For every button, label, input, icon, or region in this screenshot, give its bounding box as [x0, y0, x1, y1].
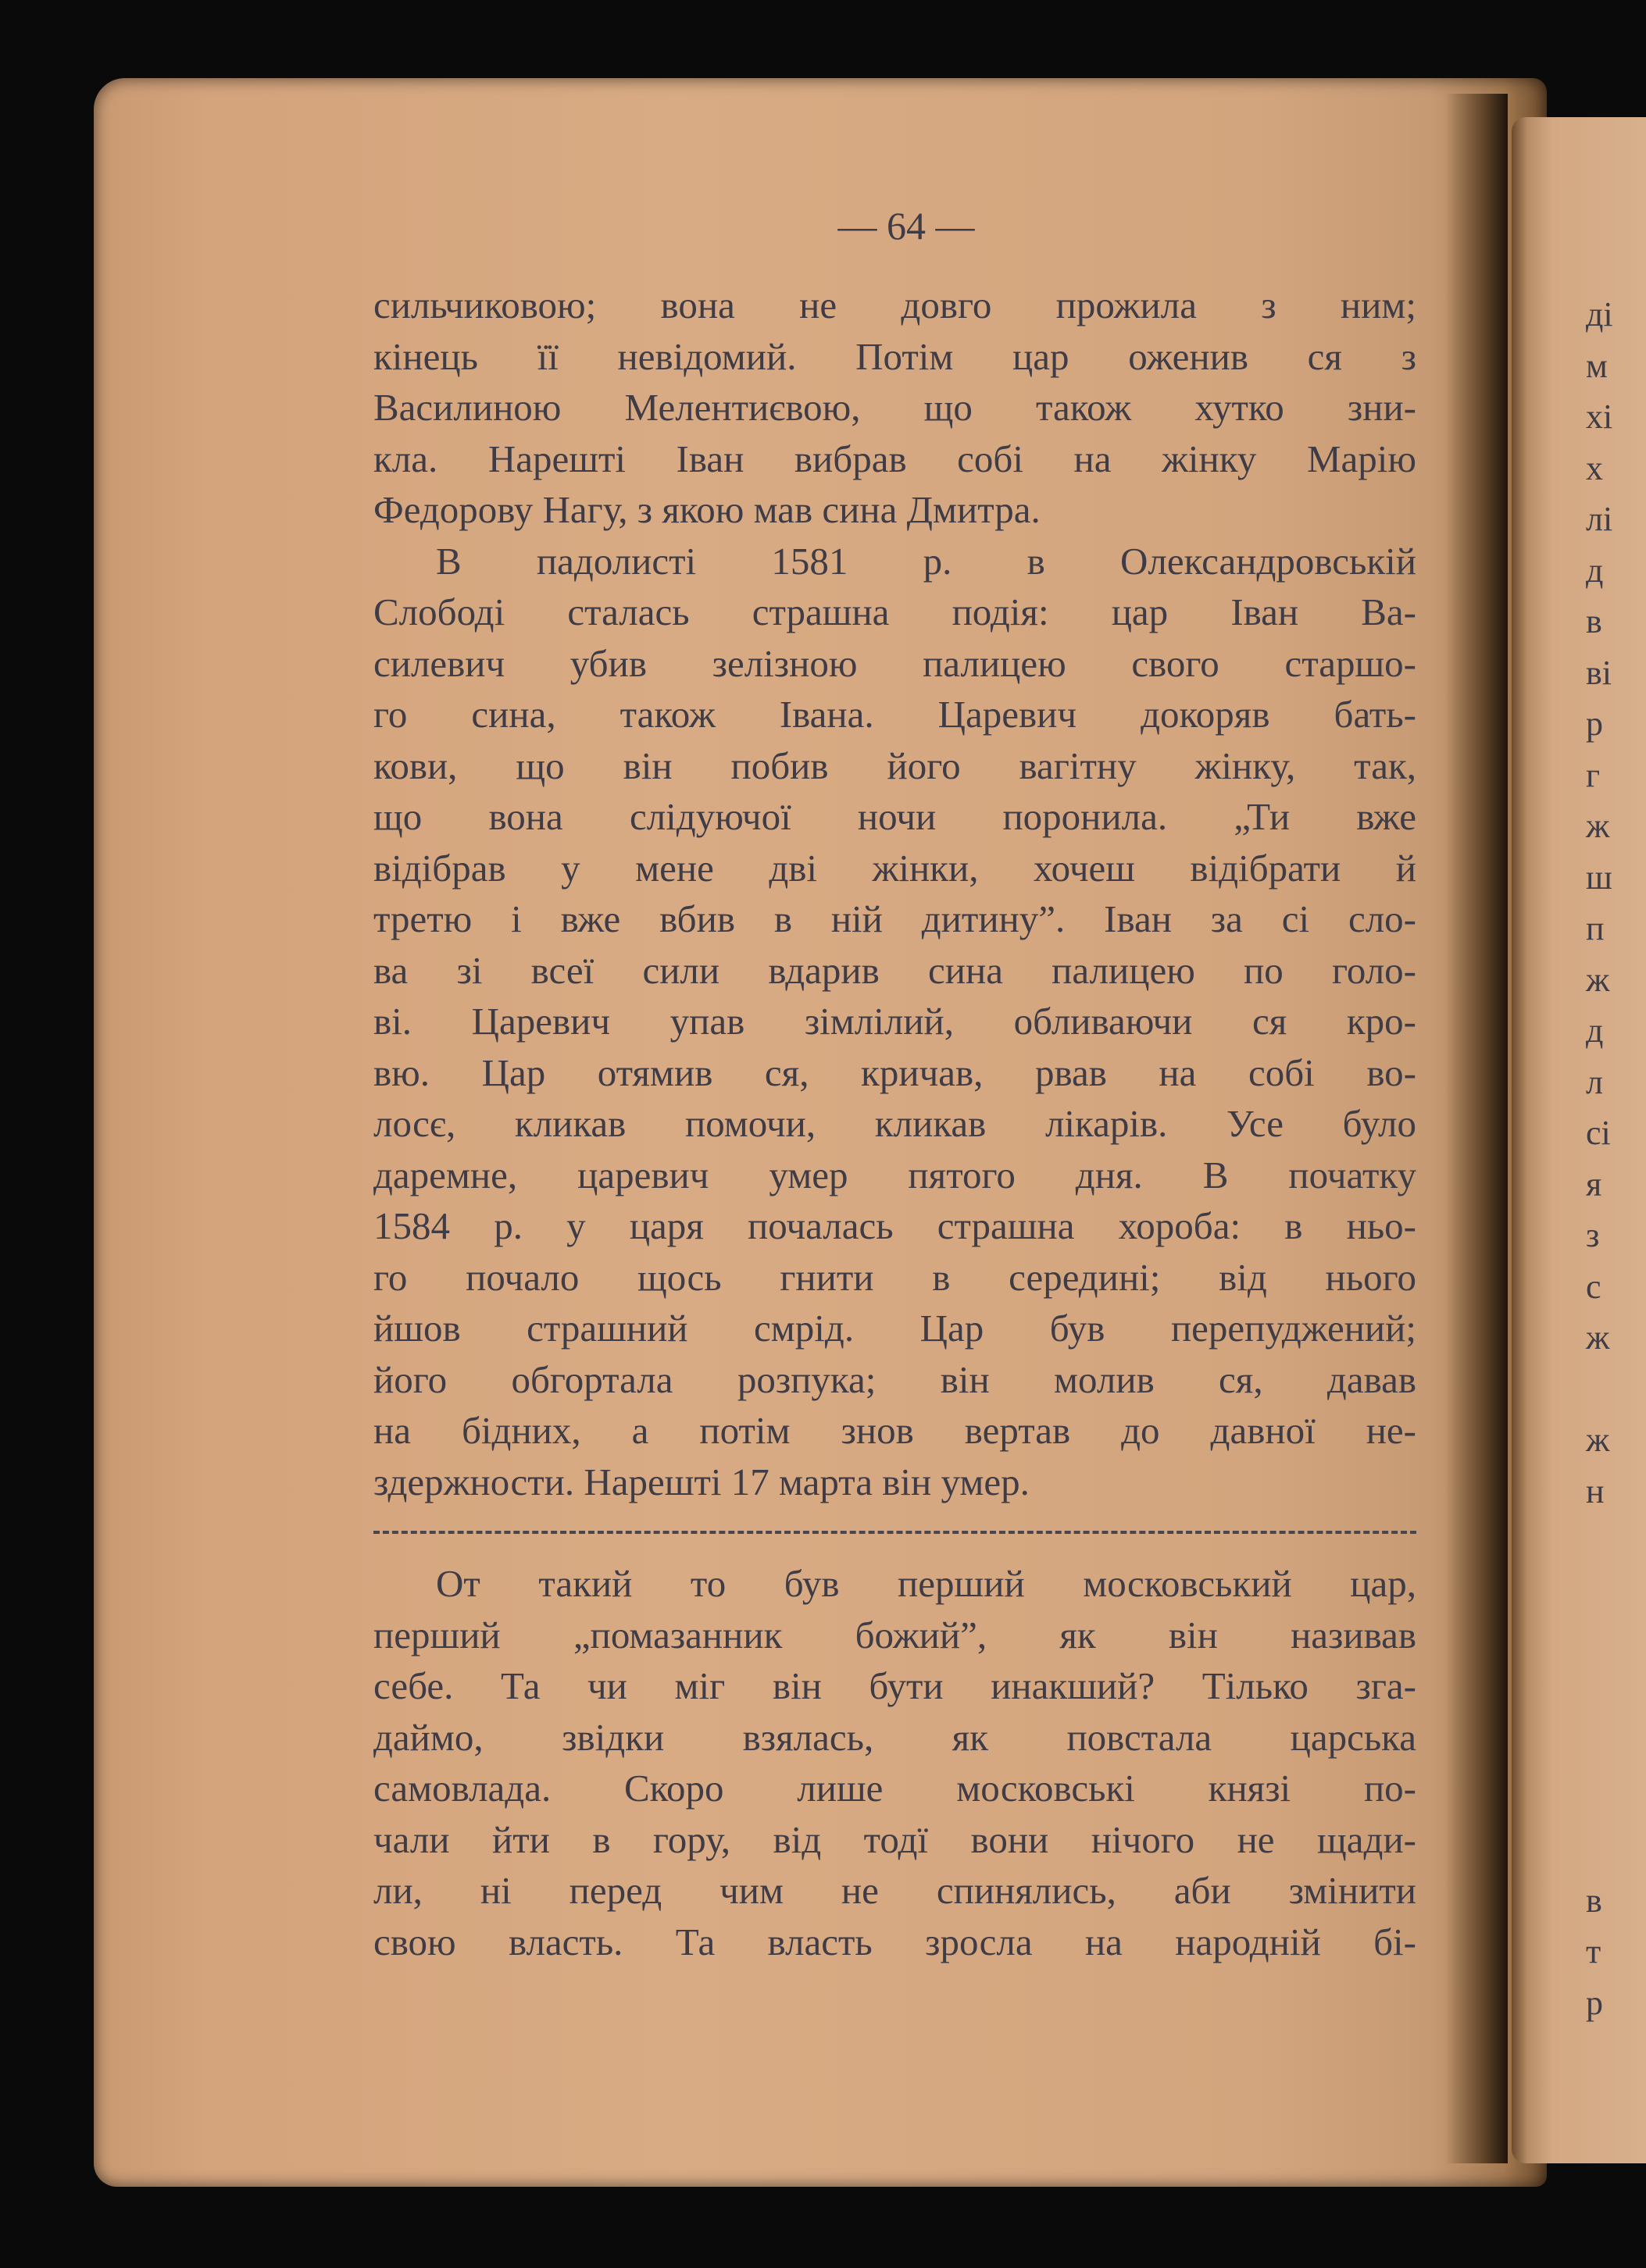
text-line: відібрав у мене дві жінки, хочеш відібрати й [373, 846, 1416, 890]
right-page-letter: д [1586, 551, 1604, 590]
right-page-letter: н [1586, 1471, 1605, 1510]
right-page-letter: х [1586, 448, 1603, 487]
right-page-letter: ж [1586, 1421, 1610, 1459]
right-page-letter [1586, 1671, 1633, 1722]
right-page-letter: д [1586, 1011, 1604, 1050]
text-line: свою власть. Та власть зросла на народній бі- [373, 1920, 1416, 1963]
right-page-letter: г [1586, 755, 1601, 794]
text-line: кови, що він побив його вагітну жінку, так, [373, 744, 1416, 787]
right-page-letter: ш [1586, 858, 1612, 897]
text-line: Слободі сталась страшна подія: цар Іван Ва- [373, 590, 1416, 633]
text-line: даремне, царевич умер пятого дня. В початку [373, 1153, 1416, 1196]
text-line: самовлада. Скоро лише московські князі по- [373, 1767, 1416, 1810]
text-line: кла. Нарешті Іван вибрав собі на жінку Марію [373, 437, 1416, 480]
page-number: — 64 — [837, 204, 975, 248]
paragraph-1 [373, 280, 1416, 536]
text-line: го почало щось гнити в середині; від нього [373, 1255, 1416, 1299]
right-page-letter [1586, 1364, 1633, 1415]
text-line: Василиною Мелентиєвою, що також хутко зни- [373, 386, 1416, 429]
right-page-letter [1586, 1568, 1633, 1620]
text-line: на бідних, а потім знов вертав до давної не- [373, 1409, 1416, 1452]
right-page-letter: м [1586, 346, 1608, 385]
paragraph-2 [373, 536, 1416, 1508]
text-line: йшов страшний смрід. Цар був перепуджений; [373, 1307, 1416, 1350]
right-page-letter [1586, 1517, 1633, 1568]
text-line: чали йти в гору, від тодї вони нічого не щади- [373, 1817, 1416, 1861]
text-line: себе. Та чи міг він бути инакший? Тілько зга- [373, 1664, 1416, 1707]
right-page-letter [1586, 1721, 1633, 1773]
text-line: здержности. Нарешті 17 марта він умер. [373, 1460, 1030, 1503]
right-page-letter: р [1586, 704, 1603, 743]
right-page-letter: ж [1586, 807, 1610, 845]
text-line: лосє, кликав помочи, кликав лікарів. Усе було [373, 1102, 1416, 1145]
text-line: го сина, також Івана. Царевич докоряв бать- [373, 693, 1416, 736]
text-line: третю і вже вбив в ній дитину”. Іван за сі сло- [373, 897, 1416, 940]
book-gutter [1445, 94, 1508, 2163]
right-page-letter: п [1586, 909, 1605, 947]
text-line: даймо, звідки взялась, як повстала царська [373, 1715, 1416, 1759]
text-line: Федорову Нагу, з якою мав сина Дмитра. [373, 488, 1041, 531]
right-page-letter: з [1586, 1216, 1600, 1254]
right-page-letter: лі [1586, 500, 1613, 538]
text-line: В падолисті 1581 р. в Олександровській [436, 539, 1416, 583]
page-text [373, 201, 1416, 1967]
text-line: силевич убив зелізною палицею свого старшо- [373, 641, 1416, 685]
text-line: ва зі всеї сили вдарив сина палицею по голо- [373, 948, 1416, 992]
text-line: ві. Царевич упав зімлілий, обливаючи ся кро- [373, 1000, 1416, 1043]
right-page-letter: р [1586, 1983, 1603, 2022]
right-page-letter: ді [1586, 295, 1613, 333]
text-line: кінець її невідомий. Потім цар оженив ся з [373, 334, 1416, 378]
text-line: ли, ні перед чим не спинялись, аби змінити [373, 1869, 1416, 1912]
section-divider [373, 1507, 1416, 1558]
right-page-letter [1586, 1773, 1633, 1824]
right-page-letter: хі [1586, 398, 1613, 436]
right-page-letter: с [1586, 1267, 1601, 1306]
right-page-letter: ві [1586, 653, 1612, 692]
text-line: 1584 р. у царя почалась страшна хороба: в ньо- [373, 1204, 1416, 1247]
right-page-fragments [1586, 289, 1633, 2028]
right-page-letter: т [1586, 1932, 1601, 1970]
text-line: сильчиковою; вона не довго прожила з ним; [373, 284, 1416, 326]
right-page-letter: л [1586, 1062, 1603, 1101]
right-page-letter [1586, 1824, 1633, 1875]
right-page-letter: сі [1586, 1114, 1611, 1152]
right-page-letter: ж [1586, 960, 1610, 999]
right-page-letter: я [1586, 1164, 1602, 1204]
text-line: перший „помазанник божий”, як він називав [373, 1613, 1416, 1656]
right-page-letter: в [1586, 602, 1602, 640]
right-page-letter [1586, 1619, 1633, 1671]
text-line: вю. Цар отямив ся, кричав, рвав на собі во- [373, 1050, 1416, 1094]
right-page-letter: ж [1586, 1318, 1610, 1357]
text-line: От такий то був перший московський цар, [436, 1562, 1416, 1605]
paragraph-3 [373, 1558, 1416, 1967]
text-line: його обгортала розпука; він молив ся, давав [373, 1357, 1416, 1401]
right-page-letter: в [1586, 1881, 1602, 1920]
text-line: що вона слідуючої ночи поронила. „Ти вже [373, 795, 1416, 838]
